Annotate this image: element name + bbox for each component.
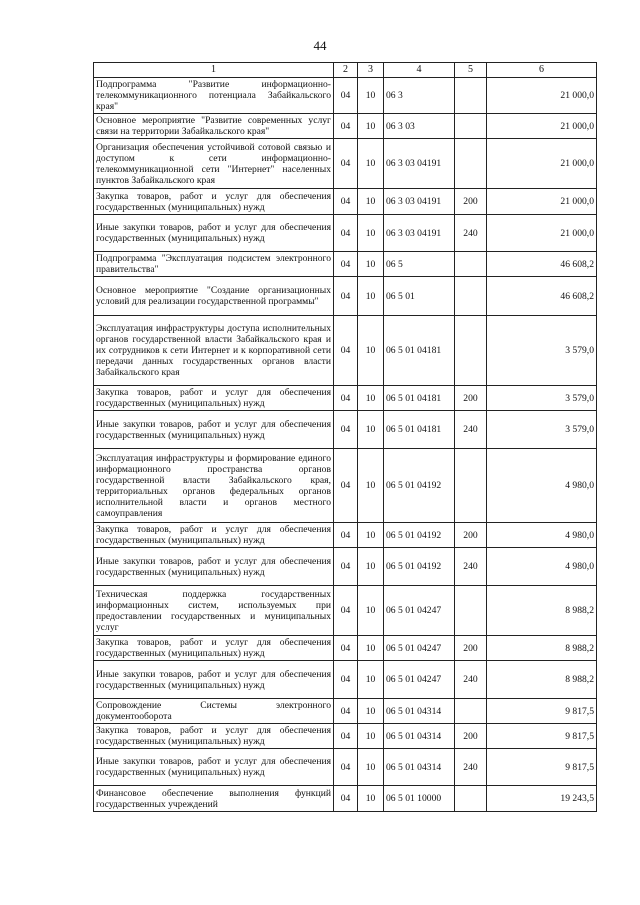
row-name: Техническая поддержка государственных информационных систем, используемых при предоставлении государственных и муниципальных услуг bbox=[94, 586, 334, 636]
row-target-article: 06 5 01 04192 bbox=[384, 523, 455, 548]
row-name: Основное мероприятие "Создание организационных условий для реализации государственной программы" bbox=[94, 277, 334, 316]
row-name: Иные закупки товаров, работ и услуг для обеспечения государственных (муниципальных) нужд bbox=[94, 215, 334, 252]
row-section: 04 bbox=[334, 749, 358, 786]
row-section: 04 bbox=[334, 661, 358, 699]
row-amount: 8 988,2 bbox=[487, 636, 597, 661]
row-subsection: 10 bbox=[358, 252, 384, 277]
row-target-article: 06 3 03 04191 bbox=[384, 139, 455, 189]
table-row bbox=[94, 586, 597, 636]
row-section: 04 bbox=[334, 215, 358, 252]
row-subsection: 10 bbox=[358, 215, 384, 252]
row-name: Иные закупки товаров, работ и услуг для обеспечения государственных (муниципальных) нужд bbox=[94, 749, 334, 786]
header-col-3: 3 bbox=[358, 63, 384, 78]
row-expense-type bbox=[455, 277, 487, 316]
row-expense-type: 240 bbox=[455, 411, 487, 449]
row-expense-type: 200 bbox=[455, 386, 487, 411]
row-amount: 21 000,0 bbox=[487, 215, 597, 252]
header-col-6: 6 bbox=[487, 63, 597, 78]
row-name: Закупка товаров, работ и услуг для обеспечения государственных (муниципальных) нужд bbox=[94, 724, 334, 749]
row-section: 04 bbox=[334, 786, 358, 812]
row-subsection: 10 bbox=[358, 189, 384, 215]
row-amount: 21 000,0 bbox=[487, 78, 597, 114]
row-name: Эксплуатация инфраструктуры доступа исполнительных органов государственной власти Забайкальского края и их сотрудников к сети Интернет и к корпоративной сети передачи данных государственных органов власти Забайкальского края bbox=[94, 316, 334, 386]
row-section: 04 bbox=[334, 586, 358, 636]
row-expense-type: 240 bbox=[455, 215, 487, 252]
row-subsection: 10 bbox=[358, 636, 384, 661]
table-header-row bbox=[94, 63, 597, 78]
row-name: Иные закупки товаров, работ и услуг для обеспечения государственных (муниципальных) нужд bbox=[94, 411, 334, 449]
row-target-article: 06 5 01 04247 bbox=[384, 636, 455, 661]
row-amount: 21 000,0 bbox=[487, 114, 597, 139]
row-name: Закупка товаров, работ и услуг для обеспечения государственных (муниципальных) нужд bbox=[94, 523, 334, 548]
row-subsection: 10 bbox=[358, 139, 384, 189]
row-section: 04 bbox=[334, 548, 358, 586]
row-expense-type bbox=[455, 786, 487, 812]
table-row bbox=[94, 523, 597, 548]
row-name: Финансовое обеспечение выполнения функций государственных учреждений bbox=[94, 786, 334, 812]
row-section: 04 bbox=[334, 724, 358, 749]
row-amount: 3 579,0 bbox=[487, 411, 597, 449]
row-name: Закупка товаров, работ и услуг для обеспечения государственных (муниципальных) нужд bbox=[94, 636, 334, 661]
row-section: 04 bbox=[334, 386, 358, 411]
row-amount: 4 980,0 bbox=[487, 523, 597, 548]
table-row bbox=[94, 411, 597, 449]
row-target-article: 06 3 03 bbox=[384, 114, 455, 139]
header-col-1: 1 bbox=[94, 63, 334, 78]
row-section: 04 bbox=[334, 316, 358, 386]
row-expense-type: 200 bbox=[455, 189, 487, 215]
header-col-4: 4 bbox=[384, 63, 455, 78]
row-amount: 4 980,0 bbox=[487, 548, 597, 586]
row-expense-type bbox=[455, 139, 487, 189]
row-amount: 4 980,0 bbox=[487, 449, 597, 523]
row-subsection: 10 bbox=[358, 786, 384, 812]
row-name: Иные закупки товаров, работ и услуг для обеспечения государственных (муниципальных) нужд bbox=[94, 661, 334, 699]
row-subsection: 10 bbox=[358, 724, 384, 749]
row-amount: 19 243,5 bbox=[487, 786, 597, 812]
row-target-article: 06 5 01 04192 bbox=[384, 449, 455, 523]
row-name: Сопровождение Системы электронного документооборота bbox=[94, 699, 334, 724]
row-expense-type: 200 bbox=[455, 724, 487, 749]
row-subsection: 10 bbox=[358, 449, 384, 523]
row-target-article: 06 5 bbox=[384, 252, 455, 277]
row-section: 04 bbox=[334, 252, 358, 277]
row-section: 04 bbox=[334, 636, 358, 661]
row-target-article: 06 3 bbox=[384, 78, 455, 114]
table-row bbox=[94, 548, 597, 586]
row-expense-type: 240 bbox=[455, 548, 487, 586]
table-row bbox=[94, 189, 597, 215]
row-name: Эксплуатация инфраструктуры и формирование единого информационного пространства органов государственной власти Забайкальского края, территориальных органов федеральных органов исполнительной власти и органов местного самоуправления bbox=[94, 449, 334, 523]
table-row bbox=[94, 749, 597, 786]
table-row bbox=[94, 277, 597, 316]
table-row bbox=[94, 139, 597, 189]
row-section: 04 bbox=[334, 139, 358, 189]
row-amount: 3 579,0 bbox=[487, 386, 597, 411]
row-expense-type: 240 bbox=[455, 749, 487, 786]
row-subsection: 10 bbox=[358, 548, 384, 586]
row-target-article: 06 5 01 04181 bbox=[384, 386, 455, 411]
table-row bbox=[94, 661, 597, 699]
row-target-article: 06 3 03 04191 bbox=[384, 189, 455, 215]
row-subsection: 10 bbox=[358, 749, 384, 786]
table-row bbox=[94, 636, 597, 661]
row-name: Основное мероприятие "Развитие современных услуг связи на территории Забайкальского края" bbox=[94, 114, 334, 139]
row-section: 04 bbox=[334, 277, 358, 316]
table-row bbox=[94, 786, 597, 812]
row-amount: 3 579,0 bbox=[487, 316, 597, 386]
row-subsection: 10 bbox=[358, 386, 384, 411]
row-expense-type bbox=[455, 252, 487, 277]
table-row bbox=[94, 78, 597, 114]
row-name: Организация обеспечения устойчивой сотовой связью и доступом к сети информационно-телекоммуникационной сети "Интернет" населенных пунктов Забайкальского края bbox=[94, 139, 334, 189]
row-expense-type bbox=[455, 586, 487, 636]
row-amount: 8 988,2 bbox=[487, 661, 597, 699]
row-target-article: 06 5 01 04181 bbox=[384, 411, 455, 449]
row-amount: 9 817,5 bbox=[487, 724, 597, 749]
row-name: Закупка товаров, работ и услуг для обеспечения государственных (муниципальных) нужд bbox=[94, 189, 334, 215]
row-subsection: 10 bbox=[358, 316, 384, 386]
row-expense-type bbox=[455, 316, 487, 386]
row-subsection: 10 bbox=[358, 523, 384, 548]
row-name: Закупка товаров, работ и услуг для обеспечения государственных (муниципальных) нужд bbox=[94, 386, 334, 411]
row-amount: 8 988,2 bbox=[487, 586, 597, 636]
table-row bbox=[94, 449, 597, 523]
row-expense-type: 240 bbox=[455, 661, 487, 699]
row-target-article: 06 5 01 10000 bbox=[384, 786, 455, 812]
table-row bbox=[94, 252, 597, 277]
row-target-article: 06 5 01 04314 bbox=[384, 724, 455, 749]
row-expense-type bbox=[455, 114, 487, 139]
table-row bbox=[94, 724, 597, 749]
row-name: Подпрограмма "Развитие информационно-телекоммуникационного потенциала Забайкальского края" bbox=[94, 78, 334, 114]
row-subsection: 10 bbox=[358, 661, 384, 699]
row-amount: 21 000,0 bbox=[487, 189, 597, 215]
row-expense-type bbox=[455, 78, 487, 114]
row-section: 04 bbox=[334, 699, 358, 724]
row-target-article: 06 5 01 04314 bbox=[384, 749, 455, 786]
table-row bbox=[94, 699, 597, 724]
row-section: 04 bbox=[334, 189, 358, 215]
row-target-article: 06 3 03 04191 bbox=[384, 215, 455, 252]
table-row bbox=[94, 386, 597, 411]
row-subsection: 10 bbox=[358, 277, 384, 316]
row-section: 04 bbox=[334, 114, 358, 139]
row-section: 04 bbox=[334, 523, 358, 548]
row-target-article: 06 5 01 04314 bbox=[384, 699, 455, 724]
row-subsection: 10 bbox=[358, 78, 384, 114]
row-target-article: 06 5 01 04247 bbox=[384, 661, 455, 699]
row-target-article: 06 5 01 bbox=[384, 277, 455, 316]
row-target-article: 06 5 01 04192 bbox=[384, 548, 455, 586]
table-row bbox=[94, 316, 597, 386]
row-subsection: 10 bbox=[358, 699, 384, 724]
row-amount: 9 817,5 bbox=[487, 699, 597, 724]
page-number: 44 bbox=[313, 38, 327, 53]
row-section: 04 bbox=[334, 449, 358, 523]
row-amount: 9 817,5 bbox=[487, 749, 597, 786]
row-name: Подпрограмма "Эксплуатация подсистем электронного правительства" bbox=[94, 252, 334, 277]
row-section: 04 bbox=[334, 411, 358, 449]
row-amount: 46 608,2 bbox=[487, 277, 597, 316]
table-row bbox=[94, 114, 597, 139]
row-section: 04 bbox=[334, 78, 358, 114]
row-target-article: 06 5 01 04181 bbox=[384, 316, 455, 386]
row-expense-type bbox=[455, 449, 487, 523]
table-row bbox=[94, 215, 597, 252]
header-col-2: 2 bbox=[334, 63, 358, 78]
budget-table bbox=[93, 62, 597, 812]
row-target-article: 06 5 01 04247 bbox=[384, 586, 455, 636]
row-expense-type bbox=[455, 699, 487, 724]
row-name: Иные закупки товаров, работ и услуг для обеспечения государственных (муниципальных) нужд bbox=[94, 548, 334, 586]
row-amount: 21 000,0 bbox=[487, 139, 597, 189]
row-expense-type: 200 bbox=[455, 523, 487, 548]
row-expense-type: 200 bbox=[455, 636, 487, 661]
row-subsection: 10 bbox=[358, 114, 384, 139]
header-col-5: 5 bbox=[455, 63, 487, 78]
row-amount: 46 608,2 bbox=[487, 252, 597, 277]
row-subsection: 10 bbox=[358, 411, 384, 449]
row-subsection: 10 bbox=[358, 586, 384, 636]
